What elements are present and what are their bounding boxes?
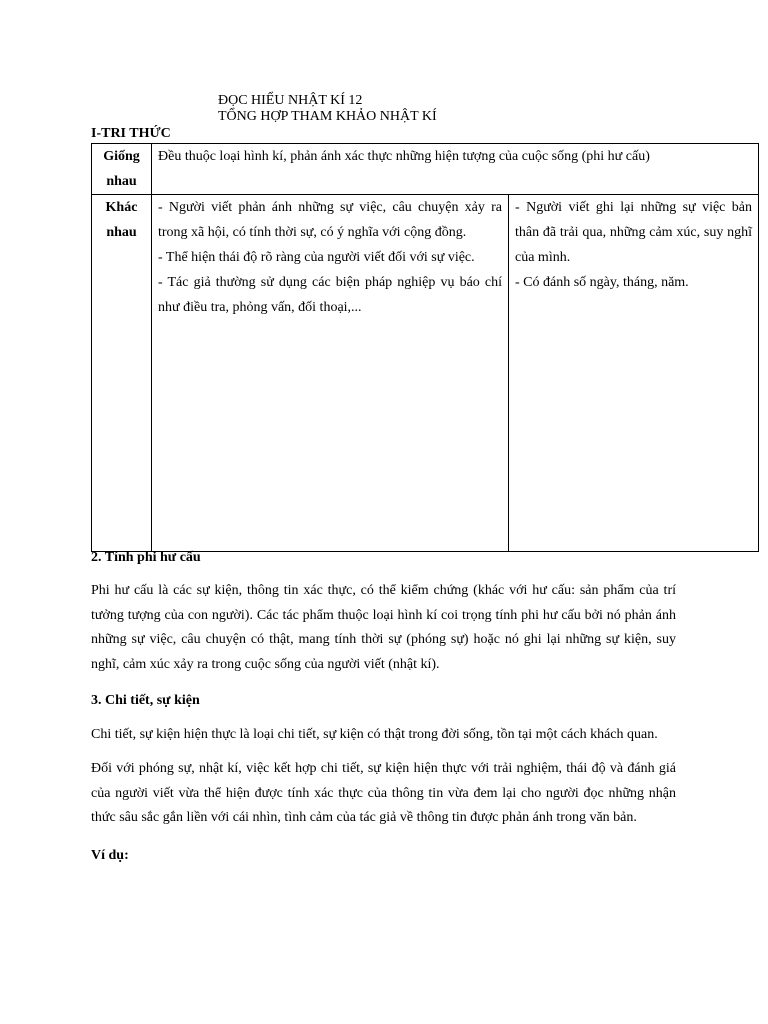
list-item: - Thể hiện thái độ rõ ràng của người viết đối với sự việc. bbox=[158, 250, 475, 265]
section-heading-non-fiction: 2. Tính phi hư cấu bbox=[91, 550, 201, 565]
example-label: Ví dụ: bbox=[91, 848, 129, 863]
similarities-text: Đều thuộc loại hình kí, phản ánh xác thực những hiện tượng của cuộc sống (phi hư cấu) bbox=[152, 144, 759, 195]
list-item: - Có đánh số ngày, tháng, năm. bbox=[515, 275, 689, 290]
section-heading-knowledge: I-TRI THỨC bbox=[91, 126, 171, 141]
table-row-differences bbox=[92, 195, 759, 552]
label-similarities-line1: Giống bbox=[103, 149, 140, 164]
label-similarities-line2: nhau bbox=[106, 174, 137, 189]
label-similarities bbox=[92, 144, 152, 195]
list-item: - Người viết ghi lại những sự việc bản thân đã trải qua, những cảm xúc, suy nghĩ của mình. bbox=[515, 200, 753, 265]
label-differences-line1: Khác bbox=[105, 200, 138, 215]
reportage-features bbox=[152, 195, 509, 552]
document-title: ĐỌC HIỂU NHẬT KÍ 12 bbox=[218, 93, 363, 108]
document-subtitle: TỔNG HỢP THAM KHẢO NHẬT KÍ bbox=[218, 109, 437, 124]
paragraph-details-1: Chi tiết, sự kiện hiện thực là loại chi tiết, sự kiện có thật trong đời sống, tồn tại một cách khách quan. bbox=[91, 727, 658, 742]
label-differences-line2: nhau bbox=[106, 225, 137, 240]
label-differences bbox=[92, 195, 152, 552]
list-item: - Tác giả thường sử dụng các biện pháp nghiệp vụ báo chí như điều tra, phỏng vấn, đối thoại,... bbox=[158, 275, 502, 315]
comparison-table bbox=[91, 143, 759, 552]
table-row-similarities bbox=[92, 144, 759, 195]
paragraph-details-2: Đối với phóng sự, nhật kí, việc kết hợp chi tiết, sự kiện hiện thực với trải nghiệm, thái độ và đánh giá của người viết vừa thể hiện được tính xác thực của thông tin vừa đem lại cho người đọc những nhận thức sâu sắc gắn liền với cái nhìn, tình cảm của tác giả về thông tin được phản ánh trong văn bản. bbox=[91, 761, 676, 825]
list-item: - Người viết phản ánh những sự việc, câu chuyện xảy ra trong xã hội, có tính thời sự, có ý nghĩa với cộng đồng. bbox=[158, 200, 502, 240]
section-heading-details-events: 3. Chi tiết, sự kiện bbox=[91, 693, 200, 708]
paragraph-non-fiction: Phi hư cấu là các sự kiện, thông tin xác thực, có thể kiểm chứng (khác với hư cấu: sản phẩm của trí tưởng tượng của con người). Các tác phẩm thuộc loại hình kí coi trọng tính phi hư cấu bởi nó phản ánh những sự việc, câu chuyện có thật, mang tính thời sự (phóng sự) hoặc nó ghi lại những sự kiện, suy nghĩ, cảm xúc xảy ra trong cuộc sống của người viết (nhật kí). bbox=[91, 583, 676, 672]
diary-features bbox=[509, 195, 759, 552]
